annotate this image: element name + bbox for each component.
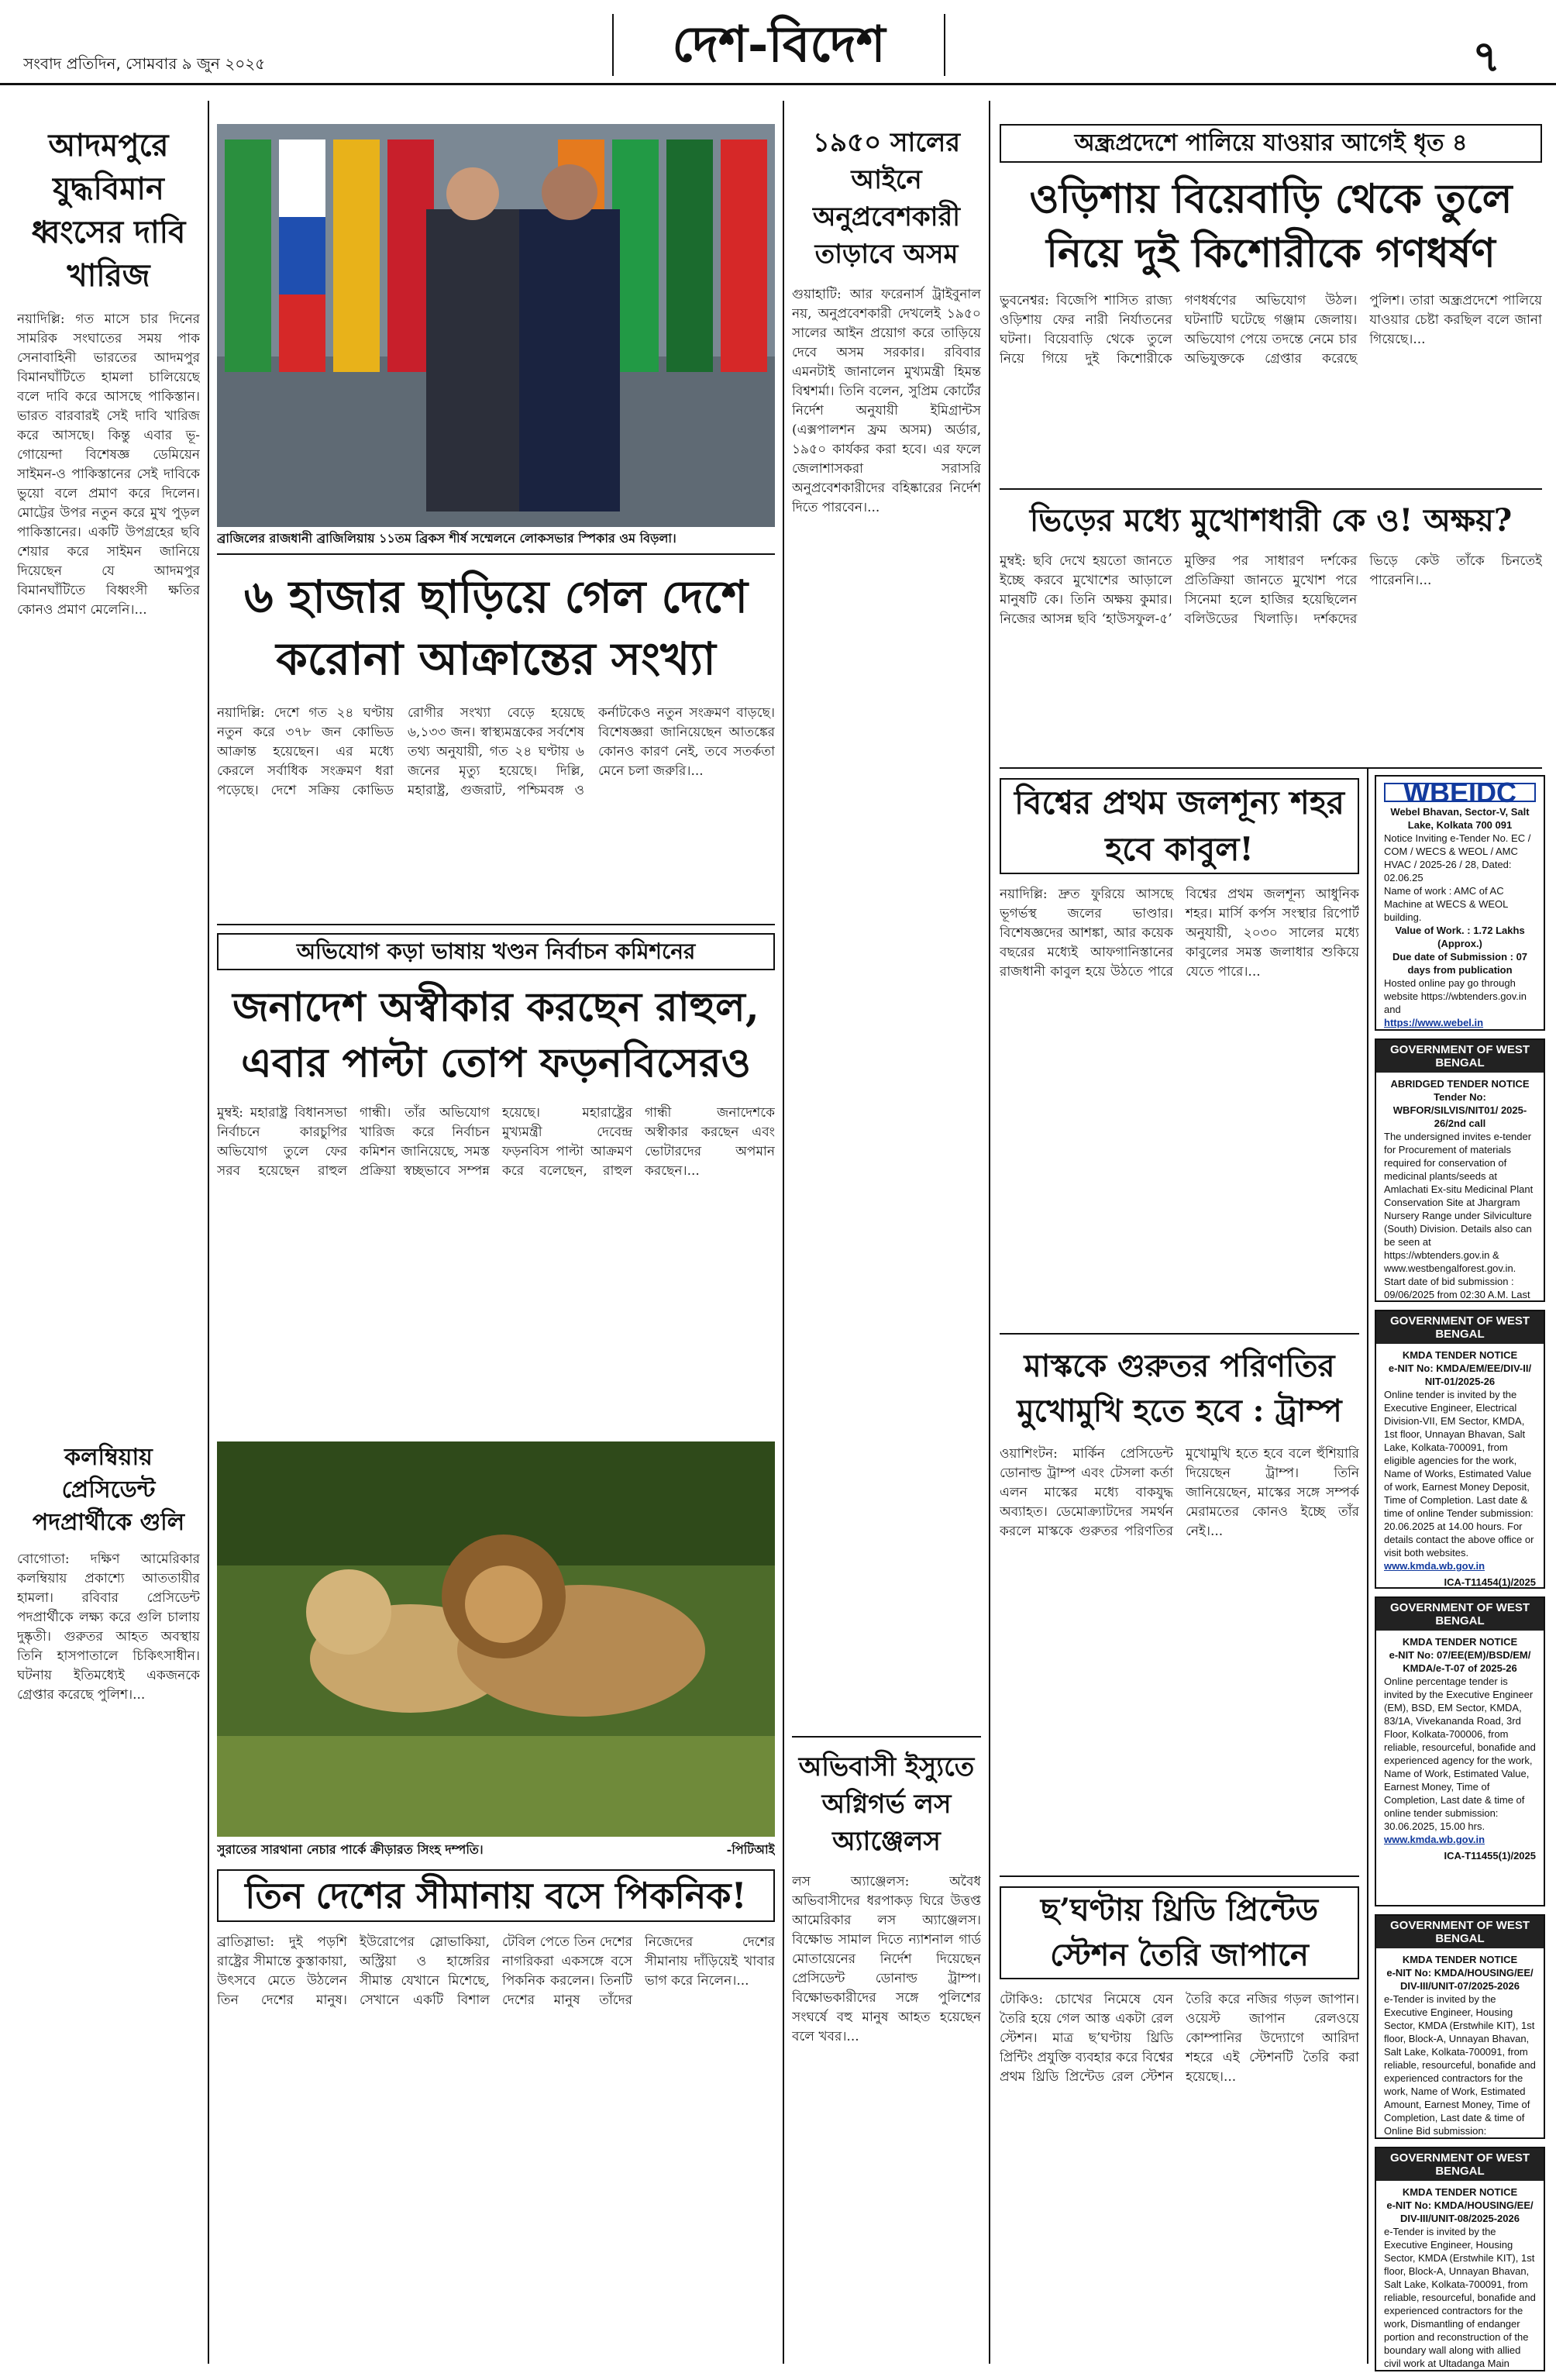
kmda-tender-ad-2 xyxy=(1375,1596,1545,1906)
ad-reference: ICA-T11454(1)/2025 xyxy=(1444,1576,1536,1588)
column-rule xyxy=(989,101,990,2364)
divider xyxy=(217,924,775,925)
adampur-headline: আদমপুরে যুদ্ধবিমান ধ্বংসের দাবি খারিজ xyxy=(31,127,186,294)
ad-subtitle: KMDA TENDER NOTICE xyxy=(1402,1636,1518,1648)
forest-tender-ad xyxy=(1375,1038,1545,1302)
kmda-tender-ad-4 xyxy=(1375,2147,1545,2371)
trump-body: ওয়াশিংটন: মার্কিন প্রেসিডেন্ট ডোনাল্ড ট্রাম্প এবং টেসলা কর্তা এলন মাস্কের মধ্যে বাকযুদ্ধ অব্যাহত। ডেমোক্র্যাটদের সমর্থন করলে মাস্ককে গুরুতর পরিণতির মুখোমুখি হতে হবে বলে হুঁশিয়ারি দিয়েছেন ট্রাম্প। তিনি জানিয়েছেন, মাস্কের সঙ্গে সম্পর্ক মেরামতের কোনও ইচ্ছে তাঁর নেই।... xyxy=(1000,1446,1359,1539)
japan-headline: ছ’ঘণ্টায় থ্রিডি প্রিন্টেড স্টেশন তৈরি জাপানে xyxy=(1000,1886,1359,1979)
lion-photo-caption: সুরাতের সারথানা নেচার পার্কে ক্রীড়ারত সিংহ দম্পতি। xyxy=(217,1842,484,1857)
wbeidc-notice: Notice Inviting e-Tender No. EC / COM / WECS & WEOL / AMC HVAC / 2025-26 / 28, Dated: 02.06.25 xyxy=(1384,832,1531,883)
adampur-article xyxy=(17,124,200,2325)
akshay-headline: ভিড়ের মধ্যে মুখোশধারী কে ও! অক্ষয়? xyxy=(1029,502,1513,539)
photo-credit: -পিটিআই xyxy=(726,1842,775,1857)
picnic-article xyxy=(217,1869,775,2367)
wbeidc-site-link[interactable]: https://www.webel.in xyxy=(1384,1017,1484,1028)
rahul-headline: জনাদেশ অস্বীকার করছেন রাহুল, এবার পাল্টা তোপ ফড়নবিসেরও xyxy=(232,983,759,1087)
assam-article xyxy=(792,124,981,1680)
wbeidc-address: Webel Bhavan, Sector-V, Salt Lake, Kolkata 700 091 xyxy=(1390,806,1530,831)
rahul-article xyxy=(217,933,775,1406)
assam-body: গুয়াহাটি: আর ফরেনার্স ট্রাইবুনাল নয়, অনুপ্রবেশকারী দেখলেই ১৯৫০ সালের আইন প্রয়োগ করে তাড়িয়ে দেবে অসম সরকার। রবিবার এমনটাই জানালেন মুখ্যমন্ত্রী হিমন্ত বিশ্বশর্মা। তিনি বলেন, সুপ্রিম কোর্টের নির্দেশ অনুযায়ী ইমিগ্রান্টস (এক্সপালশন ফ্রম অসম) অর্ডার, ১৯৫০ কার্যকর করা হবে। এর ফলে জেলাশাসকরা সরাসরি অনুপ্রবেশকারীদের বহিষ্কারের নির্দেশ দিতে পারবেন।... xyxy=(792,287,981,515)
brics-photo-caption: ব্রাজিলের রাজধানী ব্রাজিলিয়ায় ১১তম ব্রিকস শীর্ষ সম্মেলনে লোকসভার স্পিকার ওম বিড়লা। xyxy=(217,531,676,546)
colombia-headline: কলম্বিয়ায় প্রেসিডেন্ট পদপ্রার্থীকে গুলি xyxy=(32,1444,185,1536)
picnic-headline: তিন দেশের সীমানায় বসে পিকনিক! xyxy=(217,1869,775,1922)
akshay-body: মুম্বই: ছবি দেখে হয়তো জানতে ইচ্ছে করবে মুখোশের আড়ালে মানুষটি কে। তিনি অক্ষয় কুমার। নিজের আসন্ন ছবি ‘হাউসফুল-৫’ মুক্তির পর সাধারণ দর্শকের প্রতিক্রিয়া জানতে মুখোশ পরে সিনেমা হলে হাজির হয়েছিলেন বলিউডের খিলাড়ি। দর্শকদের ভিড়ে কেউ তাঁকে চিনতেই পারেননি।... xyxy=(1000,553,1542,627)
kabul-article xyxy=(1000,778,1359,1319)
odisha-kicker: অন্ধ্রপ্রদেশে পালিয়ে যাওয়ার আগেই ধৃত ৪ xyxy=(1000,124,1542,163)
divider xyxy=(792,1736,981,1738)
ad-text: Online tender is invited by the Executive Engineer, Electrical Division-VII, EM Sector, KMDA, 1st floor, Unnayan Bhavan, Salt Lake, Kolkata-700091, from eligible agencies for the work, Name of Works, Estimated Value of work, Earnest Money Deposit, Time of Completion. Last date & time of online Tender submission: 20.06.2025 at 14.00 hours. For details contact the above office or visit both websites. xyxy=(1384,1389,1534,1559)
ad-title: GOVERNMENT OF WEST BENGAL xyxy=(1376,1311,1544,1344)
odisha-body: ভুবনেশ্বর: বিজেপি শাসিত রাজ্য ওড়িশায় ফের নারী নির্যাতনের ঘটনা। বিয়েবাড়ি থেকে তুলে নিয়ে গিয়ে দুই কিশোরীকে গণধর্ষণের অভিযোগ উঠল। ঘটনাটি ঘটেছে গঞ্জাম জেলায়। অভিযোগ পেয়ে তদন্তে নেমে চার অভিযুক্তকে গ্রেপ্তার করেছে পুলিশ। তারা অন্ধ্রপ্রদেশে পালিয়ে যাওয়ার চেষ্টা করছিল বলে জানা গিয়েছে।... xyxy=(1000,293,1542,367)
ad-text: e-Tender is invited by the Executive Engineer, Housing Sector, KMDA (Erstwhile KIT), 1st floor, Block-A, Unnayan Bhavan, Salt Lake, Kolkata-700091, from reliable, resourceful, bonafide and experienced contractors for the work, Dismantling of endanger portion and reconstruction of the boundary wall along with allied civil work at Ultadanga Main xyxy=(1384,2226,1536,2369)
masthead xyxy=(0,0,1556,85)
ad-subtitle: KMDA TENDER NOTICE xyxy=(1402,2186,1518,2198)
rahul-kicker: অভিযোগ কড়া ভাষায় খণ্ডন নির্বাচন কমিশনের xyxy=(217,933,775,970)
divider xyxy=(1000,488,1542,490)
akshay-article xyxy=(1000,499,1542,753)
lion-photo-image xyxy=(217,1441,775,1837)
covid-headline: ৬ হাজার ছাড়িয়ে গেল দেশে করোনা আক্রান্তের সংখ্যা xyxy=(243,570,749,685)
ad-title: GOVERNMENT OF WEST BENGAL xyxy=(1376,1598,1544,1631)
japan-body: টোকিও: চোখের নিমেষে যেন তৈরি হয়ে গেল আস্ত একটা রেল স্টেশন। মাত্র ছ’ঘণ্টায় থ্রিডি প্রিন্টিং প্রযুক্তি ব্যবহার করে বিশ্বের প্রথম থ্রিডি প্রিন্টেড রেল স্টেশন তৈরি করে নজির গড়ল জাপান। ওয়েস্ট জাপান রেলওয়ে কোম্পানির উদ্যোগে আরিদা শহরে এই স্টেশনটি তৈরি করা হয়েছে।... xyxy=(1000,1992,1359,2085)
section-title: দেশ-বিদেশ xyxy=(612,14,945,76)
ad-text: e-Tender is invited by the Executive Engineer, Housing Sector, KMDA (Erstwhile KIT), 1st floor, Block-A, Unnayan Bhavan, Salt Lake, Kolkata-700091, from reliable, resourceful, bonafide and experienced contractors for the work, Name of Work, Estimated Amount, Earnest Money, Time of Completion, Last date & time of Online Bid submission: xyxy=(1384,1993,1536,2137)
ad-text: Online percentage tender is invited by the Executive Engineer (EM), BSD, EM Sector, KMDA, 83/1A, Vivekananda Road, 3rd Floor, Kolkata-700006, from reliable, resourceful, bonafide and experienced agency for the work, Name of Work, Estimated Value, Earnest Money, Time of Completion, Last date & time of online tender submission: 30.06.2025, 15.00 hrs. xyxy=(1384,1676,1536,1832)
wbeidc-contact xyxy=(1384,1029,1536,1031)
ad-nit-number: e-NIT No: KMDA/EM/EE/DIV-II/ NIT-01/2025-26 xyxy=(1388,1362,1532,1387)
ad-nit-number: e-NIT No: KMDA/HOUSING/EE/ DIV-III/UNIT-08/2025-2026 xyxy=(1386,2199,1534,2224)
lion-photo xyxy=(217,1441,775,1837)
assam-headline: ১৯৫০ সালের আইনে অনুপ্রবেশকারী তাড়াবে অসম xyxy=(812,127,961,270)
ad-subtitle: KMDA TENDER NOTICE xyxy=(1402,1954,1518,1965)
picnic-body: ব্রাতিস্লাভা: দুই পড়শি রাষ্ট্রের সীমান্তে কুস্তাকায়া, উৎসবে মেতে উঠলেন তিন দেশের মানুষ। ইউরোপের স্লোভাকিয়া, অস্ট্রিয়া ও হাঙ্গেরির সীমান্ত যেখানে মিশেছে, সেখানে একটি বিশাল টেবিল পেতে তিন দেশের নাগরিকরা একসঙ্গে বসে পিকনিক করলেন। তিনটি দেশের মানুষ তাঁদের নিজেদের দেশের সীমানায় দাঁড়িয়েই খাবার ভাগ করে নিলেন।... xyxy=(217,1934,775,2008)
covid-body: নয়াদিল্লি: দেশে গত ২৪ ঘণ্টায় নতুন করে ৩৭৮ জন কোভিড আক্রান্ত হয়েছেন। এর মধ্যে কেরলে সর্বাধিক সংক্রমণ ধরা পড়েছে। দেশে সক্রিয় কোভিড রোগীর সংখ্যা বেড়ে হয়েছে ৬,১৩৩ জন। স্বাস্থ্যমন্ত্রকের সর্বশেষ তথ্য অনুযায়ী, গত ২৪ ঘণ্টায় ৬ জনের মৃত্যু হয়েছে। দিল্লি, মহারাষ্ট্র, গুজরাট, পশ্চিমবঙ্গ ও কর্নাটকেও নতুন সংক্রমণ বাড়ছে। বিশেষজ্ঞরা জানিয়েছেন আতঙ্কের কোনও কারণ নেই, তবে সতর্কতা মেনে চলা জরুরি।... xyxy=(217,705,775,798)
colombia-body: বোগোতা: দক্ষিণ আমেরিকার কলম্বিয়ায় প্রকাশ্যে আততায়ীর হামলা। রবিবার প্রেসিডেন্ট পদপ্রার্থীকে লক্ষ্য করে গুলি চালায় দুষ্কৃতী। গুরুতর আহত অবস্থায় তিনি হাসপাতালে চিকিৎসাধীন। ঘটনায় ইতিমধ্যেই একজনকে গ্রেপ্তার করেছে পুলিশ।... xyxy=(17,1552,200,1703)
wbeidc-due: Due date of Submission : 07 days from publication xyxy=(1392,951,1528,976)
column-rule xyxy=(783,101,784,2364)
column-rule xyxy=(1367,767,1368,2364)
ad-tender-number: Tender No: WBFOR/SILVIS/NIT01/ 2025-26/2nd call xyxy=(1392,1091,1527,1129)
ad-subtitle: KMDA TENDER NOTICE xyxy=(1402,1349,1518,1361)
ad-title: GOVERNMENT OF WEST BENGAL xyxy=(1376,2148,1544,2181)
column-rule xyxy=(208,101,209,2364)
wbeidc-hosted: Hosted online pay go through website https://wbtenders.gov.in and xyxy=(1384,977,1527,1015)
wbeidc-logo: WBEIDC xyxy=(1384,783,1536,802)
page-number: ৭ xyxy=(1472,31,1501,82)
ad-subtitle: ABRIDGED TENDER NOTICE xyxy=(1390,1078,1530,1090)
ad-text: The undersigned invites e-tender for Procurement of materials required for conservation of medicinal plants/seeds at Amlachati Ex-situ Medicinal Plant Conservation Site at Jhargram Nursery Range under Silviculture (South) Division. Details also can be seen at https://wbtenders.gov.in & www.westbengalforest.gov.in. Start date of bid submission : 09/06/2025 from 02:30 A.M. Last xyxy=(1384,1131,1534,1300)
kmda-tender-ad-3 xyxy=(1375,1914,1545,2139)
kabul-headline: বিশ্বের প্রথম জলশূন্য শহর হবে কাবুল! xyxy=(1000,778,1359,874)
rahul-body: মুম্বই: মহারাষ্ট্র বিধানসভা নির্বাচনে কারচুপির অভিযোগ তুলে ফের সরব হয়েছেন রাহুল গান্ধী। তাঁর অভিযোগ খারিজ করে নির্বাচন কমিশন জানিয়েছে, সমস্ত প্রক্রিয়া স্বচ্ছভাবে সম্পন্ন হয়েছে। মহারাষ্ট্রের মুখ্যমন্ত্রী দেবেন্দ্র ফড়নবিস পাল্টা আক্রমণ করে বলেছেন, রাহুল গান্ধী জনাদেশকে অস্বীকার করছেন এবং ভোটারদের অপমান করছেন।... xyxy=(217,1105,775,1179)
odisha-article xyxy=(1000,124,1542,524)
ad-website-link[interactable]: www.kmda.wb.gov.in xyxy=(1384,1560,1485,1572)
adampur-body: নয়াদিল্লি: গত মাসে চার দিনের সামরিক সংঘাতের সময় পাক সেনাবাহিনী ভারতের আদমপুর বিমানঘাঁটিতে হামলা চালিয়েছে বলে দাবি করে আসছে পাকিস্তান। ভারত বারবারই সেই দাবি খারিজ করে আসছে। কিন্তু এবার ভূ-গোয়েন্দা বিশেষজ্ঞ ডেমিয়েন সাইমন-ও পাকিস্তানের সেই দাবিকে ভুয়ো বলে প্রমাণ করে দিলেন। মোট্টের উপর নতুন করে মুখ পুড়ল পাকিস্তানের। একটি উপগ্রহের ছবি শেয়ার করে সাইমন জানিয়ে দিয়েছেন যে আদমপুর বিমানঘাঁটিতে বিধ্বংসী ক্ষতির কোনও প্রমাণ মেলেনি।... xyxy=(17,312,200,618)
japan-article xyxy=(1000,1886,1359,2331)
la-body: লস অ্যাঞ্জেলস: অবৈধ অভিবাসীদের ধরপাকড় ঘিরে উত্তপ্ত আমেরিকার লস অ্যাঞ্জেলস। বিক্ষোভ সামাল দিতে ন্যাশনাল গার্ড মোতায়েনের নির্দেশ দিয়েছেন প্রেসিডেন্ট ডোনাল্ড ট্রাম্প। বিক্ষোভকারীদের সঙ্গে পুলিশের সংঘর্ষে বহু মানুষ আহত হয়েছেন বলে খবর।... xyxy=(792,1874,981,2044)
brics-photo xyxy=(217,124,775,527)
la-article xyxy=(792,1748,981,2306)
brics-photo-image xyxy=(217,124,775,527)
odisha-headline: ওড়িশায় বিয়েবাড়ি থেকে তুলে নিয়ে দুই কিশোরীকে গণধর্ষণ xyxy=(1029,175,1513,277)
ad-reference: ICA-T11455(1)/2025 xyxy=(1444,1850,1536,1862)
kmda-tender-ad-1 xyxy=(1375,1310,1545,1589)
divider xyxy=(1000,1333,1359,1335)
wbeidc-ad xyxy=(1375,775,1545,1031)
divider xyxy=(1000,1875,1359,1877)
wbeidc-work: Name of work : AMC of AC Machine at WECS & WEOL building. xyxy=(1384,885,1508,923)
dateline: সংবাদ প্রতিদিন, সোমবার ৯ জুন ২০২৫ xyxy=(23,54,266,73)
divider xyxy=(1000,767,1542,769)
ad-title: GOVERNMENT OF WEST BENGAL xyxy=(1376,1040,1544,1073)
ad-nit-number: e-NIT No: KMDA/HOUSING/EE/ DIV-III/UNIT-07/2025-2026 xyxy=(1386,1967,1534,1992)
trump-headline: মাস্ককে গুরুতর পরিণতির মুখোমুখি হতে হবে : ট্রাম্প xyxy=(1017,1348,1342,1429)
divider xyxy=(217,553,775,555)
ad-nit-number: e-NIT No: 07/EE(EM)/BSD/EM/ KMDA/e-T-07 of 2025-26 xyxy=(1389,1649,1531,1674)
ad-title: GOVERNMENT OF WEST BENGAL xyxy=(1376,1916,1544,1948)
la-headline: অভিবাসী ইস্যুতে অগ্নিগর্ভ লস অ্যাঞ্জেলস xyxy=(798,1751,975,1857)
trump-article xyxy=(1000,1344,1359,1848)
kabul-body: নয়াদিল্লি: দ্রুত ফুরিয়ে আসছে ভূগর্ভস্থ জলের ভাণ্ডার। বিশেষজ্ঞদের আশঙ্কা, আর কয়েক বছরের মধ্যেই আফগানিস্তানের রাজধানী কাবুল হয়ে উঠতে পারে বিশ্বের প্রথম জলশূন্য আধুনিক শহর। মার্সি কর্পস সংস্থার রিপোর্ট অনুযায়ী, ২০৩০ সালের মধ্যে কাবুলের সমস্ত জলাধার শুকিয়ে যেতে পারে।... xyxy=(1000,887,1359,980)
wbeidc-value: Value of Work. : 1.72 Lakhs (Approx.) xyxy=(1395,925,1525,949)
covid-article xyxy=(217,566,775,913)
ad-website-link[interactable]: www.kmda.wb.gov.in xyxy=(1384,1834,1485,1845)
